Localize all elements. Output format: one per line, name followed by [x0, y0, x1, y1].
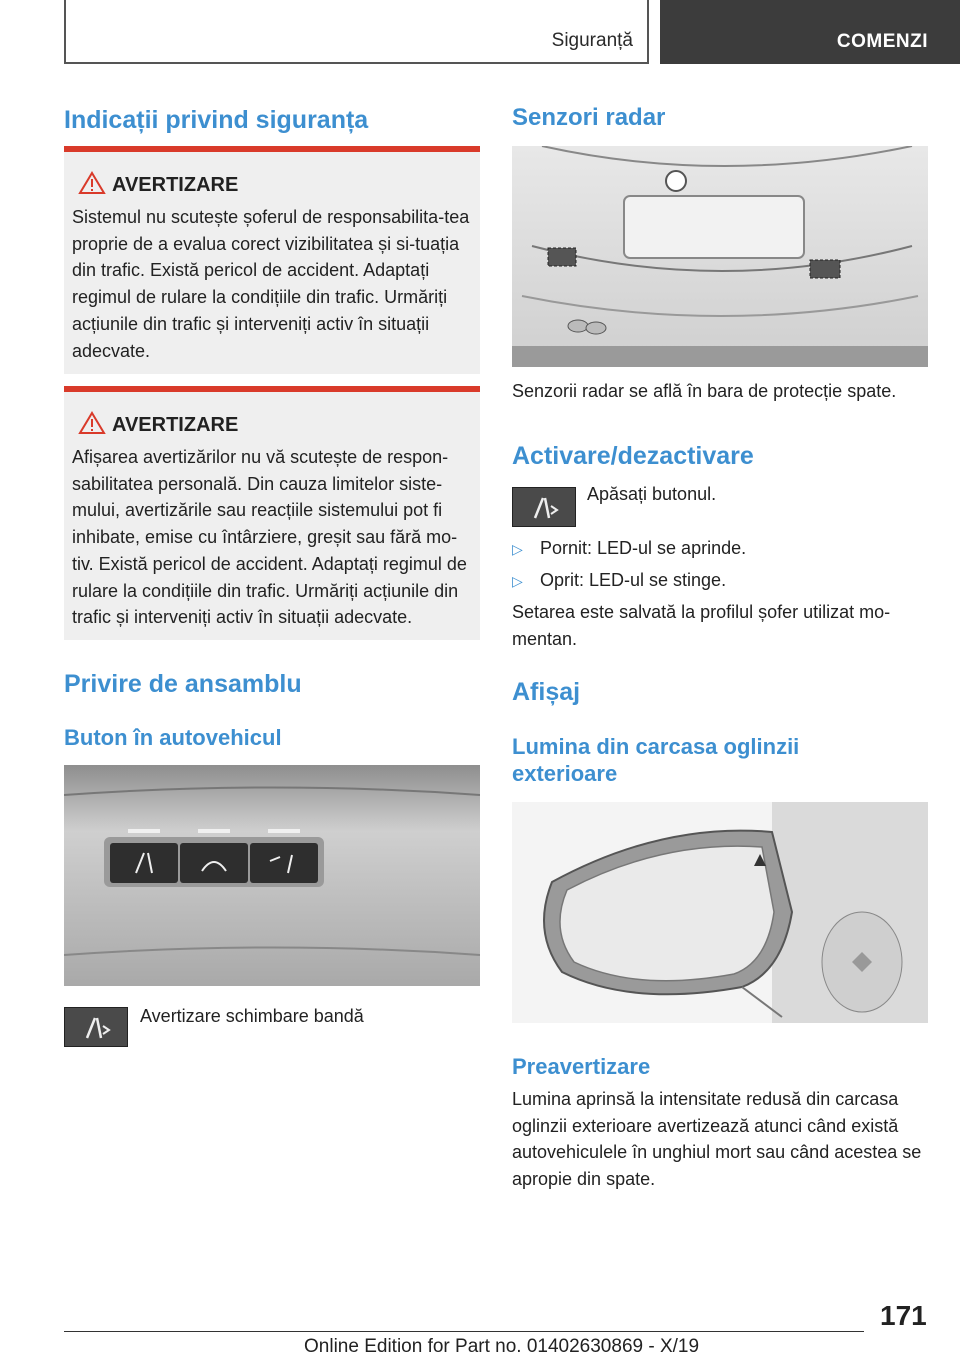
- section-label: Siguranță: [551, 30, 633, 51]
- list-item: [512, 570, 726, 591]
- page-title: Indicații privind siguranța: [64, 106, 369, 134]
- warning-text: Sistemul nu scutește șoferul de responsabilita-tea proprie de a evalua corect vizibilitatea și si-tuația din trafic. Există pericol de accident. Adaptați regimul de rulare la condițiile din trafic. Urmăriți acțiunile din trafic și interveniți activ în situații adecvate.: [72, 207, 470, 361]
- warning-triangle-icon: [78, 411, 106, 435]
- section-heading-activation: Activare/dezactivare: [512, 442, 754, 470]
- chapter-tab: [660, 0, 960, 64]
- setting-text: Setarea este salvată la profilul șofer utilizat mo-mentan.: [512, 602, 891, 649]
- button-caption: Avertizare schimbare bandă: [140, 1006, 364, 1026]
- page-number: 171: [880, 1300, 927, 1331]
- lane-change-button-icon: [512, 487, 576, 527]
- section-heading-overview: Privire de ansamblu: [64, 670, 302, 698]
- warning-text: Afișarea avertizărilor nu vă scutește de respon-sabilitatea personală. Din cauza limitelor siste-mului, avertizările sau reacțiile sistemului pot fi inhibate, emise cu întârziere, greșit sau fără mo-tiv. Există pericol de accident. Adaptați regimul de rulare la condițiile din trafic. Urmăriți acțiunile din trafic și interveniți activ în situații adecvate.: [72, 447, 467, 628]
- activation-text: Apăsați butonul.: [587, 484, 717, 504]
- subheading-mirror-1: Lumina din carcasa oglinzii: [512, 734, 800, 759]
- warning-label: AVERTIZARE: [112, 174, 239, 196]
- rear-bumper-radar-image: [512, 146, 928, 367]
- chapter-label: COMENZI: [836, 31, 928, 52]
- section-heading-display: Afișaj: [512, 678, 581, 706]
- subheading-button: Buton în autovehicul: [64, 725, 282, 750]
- side-mirror-image: [512, 802, 928, 1023]
- prewarning-text: Lumina aprinsă la intensitate redusă din carcasa oglinzii exterioare avertizează atunci când există autovehiculele în unghiul mort sau când acestea se apropie din spate.: [512, 1089, 922, 1190]
- subheading-radar: Senzori radar: [512, 104, 666, 131]
- section-tab: [64, 0, 649, 64]
- list-item-text: Oprit: LED-ul se stinge.: [540, 570, 727, 590]
- button-panel-image: [64, 765, 480, 986]
- footer-divider: [64, 1331, 864, 1332]
- list-item: [512, 538, 746, 559]
- triangle-bullet-icon: ▷: [512, 541, 523, 557]
- warning-box-2: [64, 386, 480, 640]
- subheading-mirror-2: exterioare: [512, 761, 618, 786]
- warning-triangle-icon: [78, 171, 106, 195]
- warning-label: AVERTIZARE: [112, 414, 239, 436]
- list-item-text: Pornit: LED-ul se aprinde.: [540, 538, 747, 558]
- subheading-prewarning: Preavertizare: [512, 1054, 651, 1079]
- edition-label: Online Edition for Part no. 01402630869 - X/19: [304, 1336, 700, 1357]
- lane-change-button-icon: [64, 1007, 128, 1047]
- radar-caption: Senzorii radar se află în bara de protecție spate.: [512, 381, 897, 401]
- triangle-bullet-icon: ▷: [512, 573, 523, 589]
- warning-box-1: [64, 146, 480, 374]
